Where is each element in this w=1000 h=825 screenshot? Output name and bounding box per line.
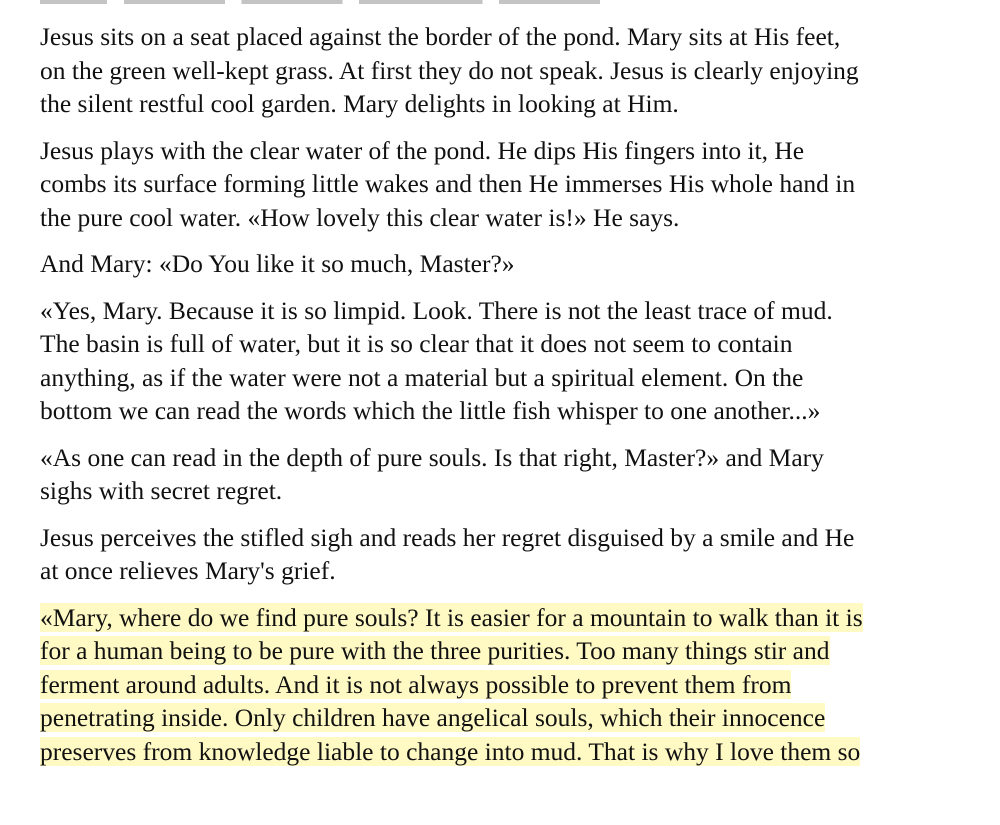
text-line: the silent restful cool garden. Mary delights in looking at Him. (40, 89, 679, 118)
text-line: sighs with secret regret. (40, 476, 283, 505)
highlighted-text-line: ferment around adults. And it is not always possible to prevent them from (40, 669, 792, 699)
text-line: bottom we can read the words which the little fish whisper to one another...» (40, 396, 821, 425)
text-line: And Mary: «Do You like it so much, Master?» (40, 249, 515, 278)
document-text (40, 20, 990, 781)
paragraph-1 (40, 20, 990, 121)
paragraph-2 (40, 134, 990, 235)
cut-off-top-line (40, 0, 600, 4)
highlighted-text-line: preserves from knowledge liable to change into mud. That is why I love them so (40, 736, 861, 766)
text-line: the pure cool water. «How lovely this clear water is!» He says. (40, 202, 680, 232)
highlighted-text-line: for a human being to be pure with the three purities. Too many things stir and (40, 636, 830, 665)
text-line: Jesus perceives the stifled sigh and reads her regret disguised by a smile and He (40, 522, 855, 552)
paragraph-3 (40, 247, 990, 281)
text-line: on the green well-kept grass. At first they do not speak. Jesus is clearly enjoying (40, 55, 859, 85)
text-line: Jesus plays with the clear water of the pond. He dips His fingers into it, He (40, 135, 805, 165)
text-line: «Yes, Mary. Because it is so limpid. Look. There is not the least trace of mud. (40, 295, 833, 325)
paragraph-6 (40, 521, 990, 588)
highlighted-text-line: «Mary, where do we find pure souls? It is easier for a mountain to walk than it is (40, 602, 863, 632)
text-line: anything, as if the water were not a material but a spiritual element. On the (40, 362, 804, 392)
paragraph-5 (40, 441, 990, 508)
text-line: «As one can read in the depth of pure souls. Is that right, Master?» and Mary (40, 442, 824, 472)
text-line: Jesus sits on a seat placed against the border of the pond. Mary sits at His feet, (40, 22, 841, 51)
text-line: at once relieves Mary's grief. (40, 556, 336, 585)
paragraph-4 (40, 294, 990, 428)
text-line: The basin is full of water, but it is so clear that it does not seem to contain (40, 329, 793, 358)
highlighted-paragraph (40, 601, 990, 769)
highlighted-text-line: penetrating inside. Only children have angelical souls, which their innocence (40, 703, 826, 732)
text-line: combs its surface forming little wakes and then He immerses His whole hand in (40, 169, 856, 198)
